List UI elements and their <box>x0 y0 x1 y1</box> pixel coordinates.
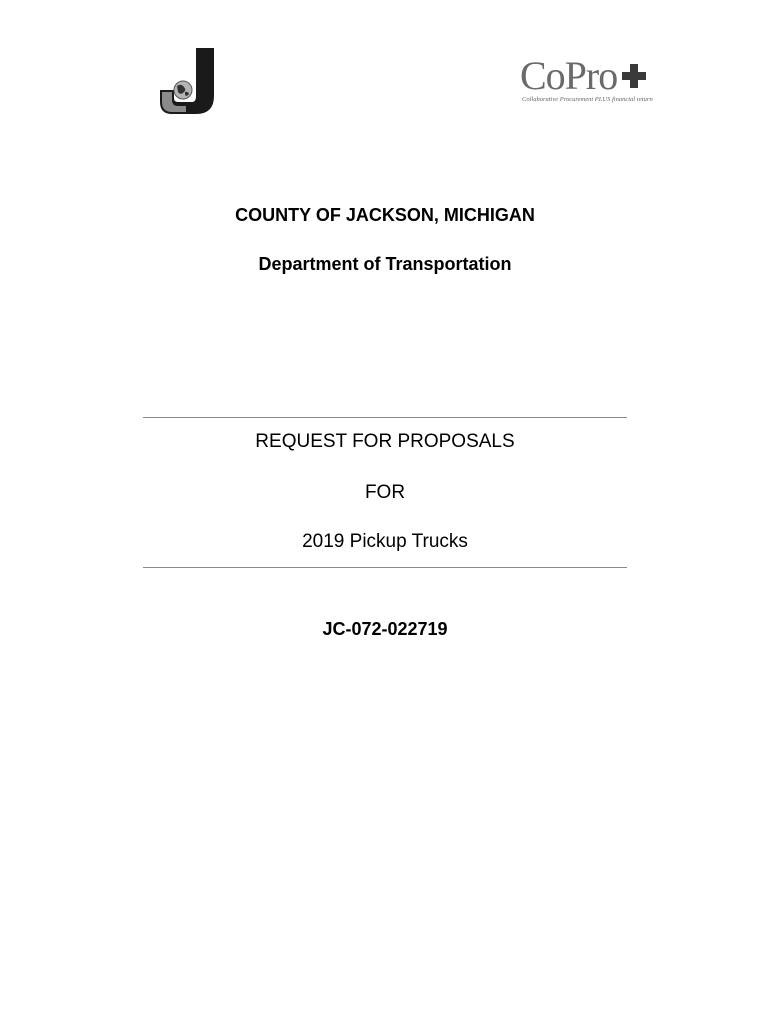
copro-logo <box>520 53 653 106</box>
county-of-jackson-j-logo-icon <box>156 46 220 116</box>
rfp-subject: 2019 Pickup Trucks <box>302 531 468 552</box>
document-number: JC-072-022719 <box>322 619 448 639</box>
copro-wordmark: CoPro <box>520 53 618 98</box>
rfp-for-label: FOR <box>364 482 406 503</box>
bottom-divider <box>143 567 627 568</box>
rfp-heading: REQUEST FOR PROPOSALS <box>255 431 515 452</box>
county-title: COUNTY OF JACKSON, MICHIGAN <box>235 205 535 225</box>
department-title: Department of Transportation <box>258 254 512 274</box>
plus-icon <box>621 63 647 89</box>
top-divider <box>143 417 627 418</box>
copro-tagline: Collaborative Procurement PLUS financial return <box>522 96 653 103</box>
